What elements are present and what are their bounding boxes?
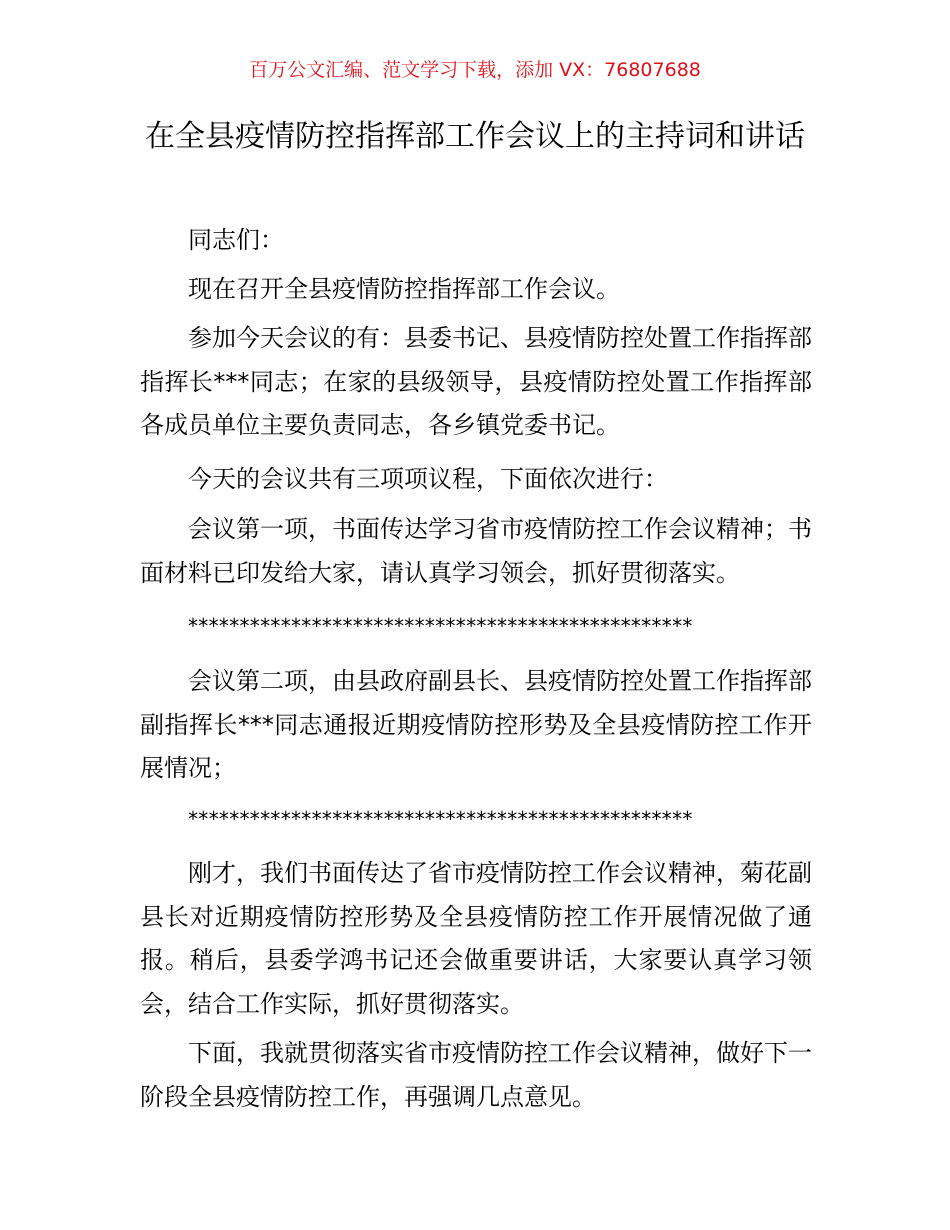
paragraph-item-two: 会议第二项，由县政府副县长、县疫情防控处置工作指挥部副指挥长***同志通报近期疫情防控形势及全县疫情防控工作开展情况； — [140, 667, 812, 782]
paragraph-transition: 下面，我就贯彻落实省市疫情防控工作会议精神，做好下一阶段全县疫情防控工作，再强调几点意见。 — [140, 1039, 812, 1111]
page-header-watermark: 百万公文汇编、范文学习下载，添加 VX：76807688 — [249, 59, 701, 81]
paragraph-item-one: 会议第一项，书面传达学习省市疫情防控工作会议精神；书面材料已印发给大家，请认真学习领会，抓好贯彻落实。 — [140, 515, 812, 587]
document-title: 在全县疫情防控指挥部工作会议上的主持词和讲话 — [145, 119, 805, 154]
paragraph-agenda: 今天的会议共有三项项议程，下面依次进行： — [188, 465, 668, 493]
salutation: 同志们： — [188, 226, 284, 254]
paragraph-opening: 现在召开全县疫情防控指挥部工作会议。 — [188, 275, 620, 303]
separator-stars-2: ************************************************* — [188, 807, 693, 831]
separator-stars-1: ************************************************* — [188, 614, 693, 638]
paragraph-attendees: 参加今天会议的有：县委书记、县疫情防控处置工作指挥部指挥长***同志；在家的县级领导，县疫情防控处置工作指挥部各成员单位主要负责同志，各乡镇党委书记。 — [140, 324, 812, 439]
paragraph-summary: 刚才，我们书面传达了省市疫情防控工作会议精神，菊花副县长对近期疫情防控形势及全县疫情防控工作开展情况做了通报。稍后，县委学鸿书记还会做重要讲话，大家要认真学习领会，结合工作实际，抓好贯彻落实。 — [140, 859, 812, 1018]
